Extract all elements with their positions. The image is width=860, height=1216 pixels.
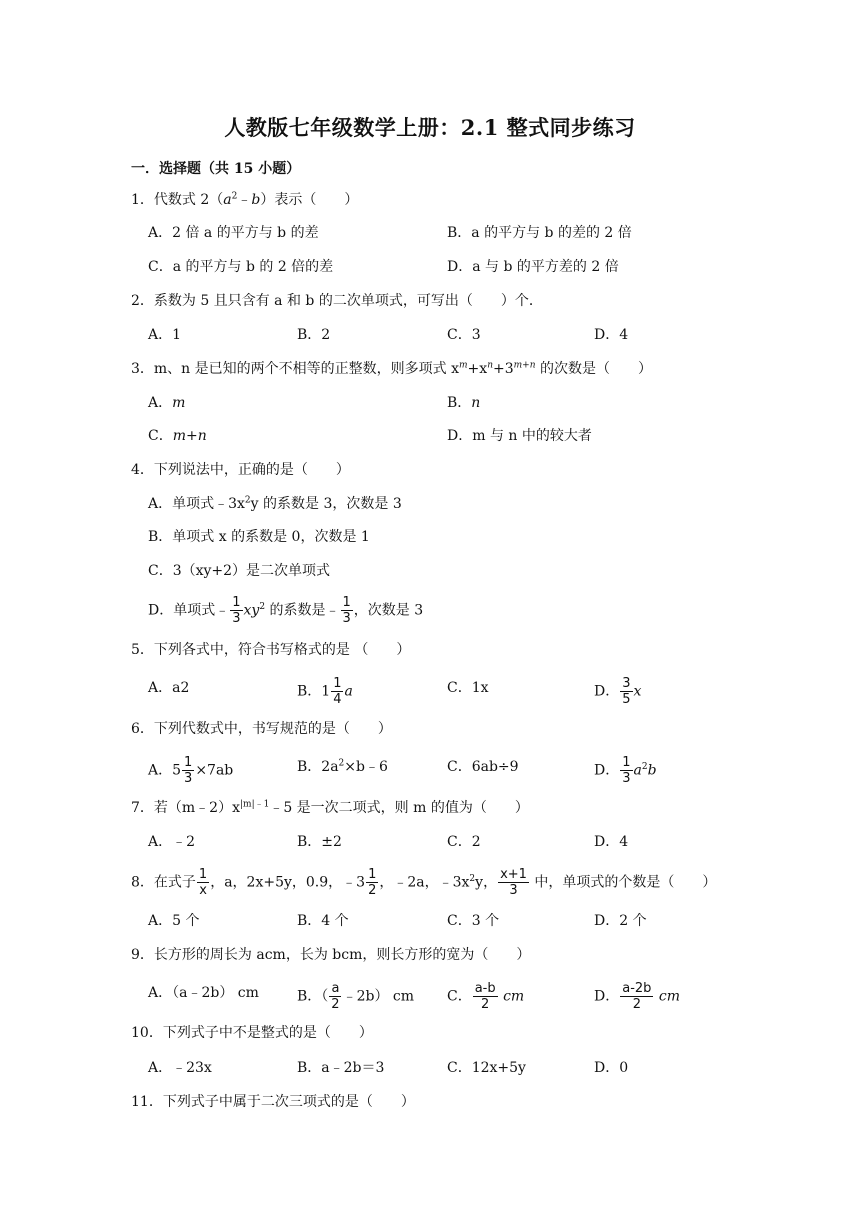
q9-option-d[interactable]: D． $\frac{a-2b}{2}$ cm (594, 981, 680, 1012)
q7-option-a[interactable]: A．﹣2 (148, 834, 196, 850)
q9-option-b[interactable]: B．（ $\frac{a}{2}$ ﹣2b） cm (297, 981, 415, 1012)
q2-option-a[interactable]: A．1 (148, 327, 182, 343)
q3-option-c[interactable]: C．m+n (148, 428, 207, 444)
question-4: 4．下列说法中，正确的是（ ） (131, 462, 350, 478)
fraction: $\frac{1}{2}$ (368, 867, 377, 898)
section-heading: 一．选择题（共 15 小题） (131, 161, 301, 177)
q4-option-b[interactable]: B．单项式 x 的系数是 0，次数是 1 (148, 529, 370, 545)
question-8: 8．在式子 $\frac{1}{x}$ ，a，2x+5y，0.9，﹣3 $\frac{1}{2}$ ，﹣2a，$﹣3x^2y$， $\frac{x+1}{3}$ 中，单项式的个数是（ ） (131, 867, 717, 898)
q2-option-b[interactable]: B．2 (297, 327, 331, 343)
q10-option-c[interactable]: C．12x+5y (447, 1060, 526, 1076)
q4-option-a[interactable]: A．单项式$﹣3x^2y$ 的系数是 3，次数是 3 (148, 495, 402, 512)
page-title: 人教版七年级数学上册：2.1 整式同步练习 (224, 115, 636, 140)
question-5: 5．下列各式中，符合书写格式的是 （ ） (131, 642, 411, 658)
q1-option-d[interactable]: D．a 与 b 的平方差的 2 倍 (447, 259, 619, 275)
fraction: $\frac{a-2b}{2}$ (622, 981, 652, 1012)
fraction: $\frac{1}{3}$ (184, 755, 193, 786)
q1-option-a[interactable]: A．2 倍 a 的平方与 b 的差 (148, 225, 319, 241)
fraction: $\frac{1}{3}$ (232, 595, 241, 626)
q1-option-c[interactable]: C．a 的平方与 b 的 2 倍的差 (148, 259, 334, 275)
q9-option-c[interactable]: C． $\frac{a-b}{2}$ cm (447, 981, 525, 1012)
fraction: $\frac{1}{4}$ (333, 676, 342, 707)
q6-option-b[interactable]: B．$2a^2\times b﹣6$ (297, 758, 388, 775)
question-10: 10．下列式子中不是整式的是（ ） (131, 1025, 373, 1041)
q6-option-d[interactable]: D． $\frac{1}{3}$ $a^2b$ (594, 755, 657, 786)
q3-option-d[interactable]: D．m 与 n 中的较大者 (447, 428, 592, 444)
q8-option-b[interactable]: B．4 个 (297, 913, 349, 929)
q10-option-b[interactable]: B．a﹣2b＝3 (297, 1060, 385, 1076)
fraction: $\frac{1}{x}$ (198, 867, 208, 898)
q2-option-d[interactable]: D．4 (594, 327, 629, 343)
q6-option-a[interactable]: A．5 $\frac{1}{3}$ ×7ab (148, 755, 234, 786)
q8-option-d[interactable]: D．2 个 (594, 913, 647, 929)
question-9: 9．长方形的周长为 acm，长为 bcm，则长方形的宽为（ ） (131, 947, 531, 963)
fraction: $\frac{x+1}{3}$ (500, 867, 527, 898)
question-2: 2．系数为 5 且只含有 a 和 b 的二次单项式，可写出（ ）个． (131, 293, 543, 309)
q10-option-d[interactable]: D．0 (594, 1060, 629, 1076)
q7-option-d[interactable]: D．4 (594, 834, 629, 850)
q6-option-c[interactable]: C．6ab÷9 (447, 759, 519, 775)
q7-option-c[interactable]: C．2 (447, 834, 481, 850)
fraction: $\frac{3}{5}$ (622, 676, 631, 707)
q1-option-b[interactable]: B．a 的平方与 b 的差的 2 倍 (447, 225, 632, 241)
q2-option-c[interactable]: C．3 (447, 327, 481, 343)
question-6: 6．下列代数式中，书写规范的是（ ） (131, 721, 392, 737)
q8-option-c[interactable]: C．3 个 (447, 913, 500, 929)
q7-option-b[interactable]: B．±2 (297, 834, 342, 850)
question-3: 3．m、n 是已知的两个不相等的正整数，则多项式 $x^m+x^n+3^{m+n}$ 的次数是（ ） (131, 360, 652, 377)
fraction: $\frac{a}{2}$ (331, 981, 340, 1012)
question-11: 11．下列式子中属于二次三项式的是（ ） (131, 1094, 415, 1110)
q4-option-d[interactable]: D．单项式﹣ $\frac{1}{3}$ $xy^2$ 的系数是﹣ $\frac{1}{3}$ ，次数是 3 (148, 595, 424, 626)
question-7: 7．若$(m﹣2)x^{|m|﹣1}﹣5$ 是一次二项式，则 m 的值为（ ） (131, 799, 529, 816)
q5-option-c[interactable]: C．1x (447, 680, 489, 696)
q3-option-a[interactable]: A．m (148, 395, 186, 411)
q9-option-a[interactable]: A．（a﹣2b） cm (148, 985, 259, 1001)
question-1: 1．代数式 $2(a^2﹣b)$表示（ ） (131, 191, 359, 208)
fraction: $\frac{a-b}{2}$ (474, 981, 496, 1012)
fraction: $\frac{1}{3}$ (342, 595, 351, 626)
q5-option-d[interactable]: D． $\frac{3}{5}$ x (594, 676, 642, 707)
q3-option-b[interactable]: B．n (447, 395, 481, 411)
q5-option-b[interactable]: B．1 $\frac{1}{4}$ a (297, 676, 353, 707)
fraction: $\frac{1}{3}$ (622, 755, 631, 786)
q8-option-a[interactable]: A．5 个 (148, 913, 200, 929)
q10-option-a[interactable]: A．﹣23x (148, 1060, 212, 1076)
q4-option-c[interactable]: C．3（xy+2）是二次单项式 (148, 563, 331, 579)
q5-option-a[interactable]: A．a2 (148, 680, 190, 696)
